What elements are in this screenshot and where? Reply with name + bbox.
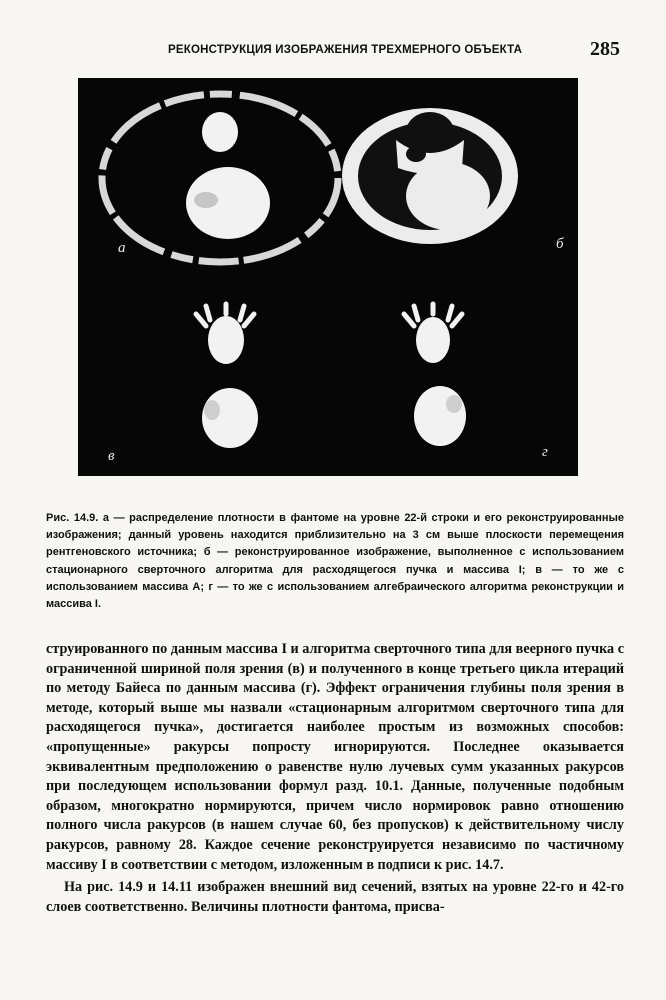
panel-label-a: а xyxy=(118,240,126,256)
page-header xyxy=(0,40,666,64)
density-artifact xyxy=(194,192,218,208)
panel-label-g: г xyxy=(542,444,548,460)
paragraph-2: На рис. 14.9 и 14.11 изображен внешний вид сечений, взятых на уровне 22-го и 42-го слоев соответственно. Величины плотности фантома, присва- xyxy=(46,879,624,915)
figure-14-9 xyxy=(78,78,578,476)
body-text xyxy=(46,640,624,917)
panel-label-v: в xyxy=(108,448,115,464)
panel-label-b: б xyxy=(556,236,564,252)
panel-a-image xyxy=(102,94,338,262)
upper-structure xyxy=(208,316,244,364)
lower-artifact xyxy=(446,395,462,413)
panel-b-image xyxy=(342,108,518,244)
paragraph-1: струированного по данным массива I и алгоритма сверточного типа для веерного пучка с ограниченной шириной поля зрения (в) и полученного в конце третьего цикла итераций по методу Байеса по данным массива (г). Эффект ограничения глубины поля зрения в методе, который выше мы назвали «стационарным алгоритмом сверточного типа для расходящегося пучка», достигается наиболее простым из возможных способов: «пропущенные» ракурсы попросту игнорируются. Последнее оказывается эквивалентным предположению о равенстве нулю лучевых сумм указанных ракурсов при последующем использовании формул разд. 10.1. Данные, полученные подобным образом, многократно нормируются, причем число нормировок равно отношению полного числа ракурсов (в нашем случае 60, без пропусков) к действительному числу ракурсов, равному 28. Каждое сечение реконструируется независимо по частичному массиву I в соответствии с методом, изложенным в подписи к рис. 14.7. xyxy=(46,641,624,873)
lower-artifact xyxy=(204,400,220,420)
figure-caption xyxy=(46,510,624,613)
panel-g-image xyxy=(404,304,466,446)
panel-v-image xyxy=(196,304,258,448)
page-number: 285 xyxy=(590,38,620,60)
running-title: РЕКОНСТРУКЦИЯ ИЗОБРАЖЕНИЯ ТРЕХМЕРНОГО ОБЪЕКТА xyxy=(168,44,523,56)
small-void xyxy=(406,146,426,162)
caption-label: Рис. 14.9. xyxy=(46,512,99,524)
upper-structure xyxy=(416,317,450,363)
small-structure xyxy=(202,112,238,152)
reconstructed-structure xyxy=(406,162,490,230)
caption-text: а — распределение плотности в фантоме на уровне 22-й строки и его реконструированные изображения; данный уровень находится приблизительно на 3 см выше плоскости перемещения рентгеновского источника; б — реконструированное изображение, выполненное с использованием стационарного сверточного алгоритма для расходящегося пучка и массива I; в — то же с использованием массива A; г — то же с использованием алгебраического алгоритма реконструкции и массива I. xyxy=(46,512,624,611)
lower-structure xyxy=(414,386,466,446)
figure-image xyxy=(78,78,578,476)
upper-void xyxy=(406,112,454,152)
